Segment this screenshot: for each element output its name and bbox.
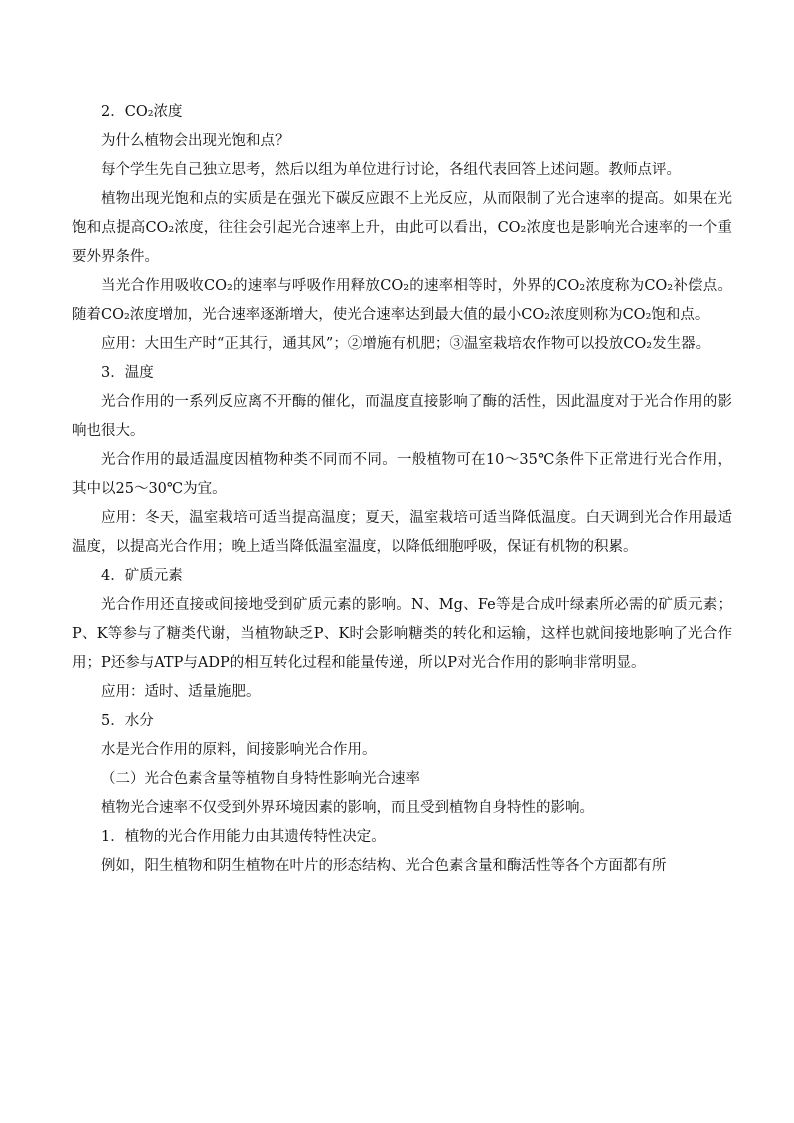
paragraph-internal-factors: 植物光合速率不仅受到外界环境因素的影响，而且受到植物自身特性的影响。: [101, 800, 594, 816]
paragraph-mineral-elements: 光合作用还直接或间接地受到矿质元素的影响。N、Mg、Fe等是合成叶绿素所必需的矿质元素；P、K等参与了糖类代谢，当植物缺乏P、K时会影响糖类的转化和运输，这样也就间接地影响了光合作用；P还参与ATP与ADP的相互转化过程和能量传递，所以P对光合作用的影响非常明显。: [72, 597, 732, 671]
heading-mineral-elements: 4．矿质元素: [101, 568, 183, 584]
paragraph-compensation-point: 当光合作用吸收CO₂的速率与呼吸作用释放CO₂的速率相等时，外界的CO₂浓度称为CO₂补偿点。随着CO₂浓度增加，光合速率逐渐增大，使光合速率达到最大值的最小CO₂浓度则称为CO₂饱和点。: [72, 278, 732, 323]
paragraph-water: 水是光合作用的原料，间接影响光合作用。: [101, 742, 377, 758]
heading-co2-concentration: 2．CO₂浓度: [101, 104, 183, 120]
document-page: [72, 98, 732, 881]
paragraph-temperature-optimum: 光合作用的最适温度因植物种类不同而不同。一般植物可在10～35℃条件下正常进行光合作用，其中以25～30℃为宜。: [72, 452, 732, 497]
paragraph-co2-application: 应用：大田生产时“正其行，通其风”；②增施有机肥；③温室栽培农作物可以投放CO₂发生器。: [101, 336, 711, 352]
heading-water: 5．水分: [101, 713, 154, 729]
heading-genetic-capacity: 1．植物的光合作用能力由其遗传特性决定。: [101, 829, 386, 845]
paragraph-mineral-application: 应用：适时、适量施肥。: [101, 684, 261, 700]
heading-internal-factors: （二）光合色素含量等植物自身特性影响光合速率: [101, 771, 420, 787]
paragraph-temperature-enzyme: 光合作用的一系列反应离不开酶的催化，而温度直接影响了酶的活性，因此温度对于光合作用的影响也很大。: [72, 394, 732, 439]
paragraph-saturation-essence: 植物出现光饱和点的实质是在强光下碳反应跟不上光反应，从而限制了光合速率的提高。如果在光饱和点提高CO₂浓度，往往会引起光合速率上升，由此可以看出，CO₂浓度也是影响光合速率的一个重要外界条件。: [72, 191, 732, 265]
question-saturation-point: 为什么植物会出现光饱和点？: [101, 133, 290, 149]
paragraph-temperature-application: 应用：冬天，温室栽培可适当提高温度；夏天，温室栽培可适当降低温度。白天调到光合作用最适温度，以提高光合作用；晚上适当降低温室温度，以降低细胞呼吸，保证有机物的积累。: [72, 510, 732, 555]
paragraph-discussion: 每个学生先自己独立思考，然后以组为单位进行讨论，各组代表回答上述问题。教师点评。: [101, 162, 681, 178]
heading-temperature: 3．温度: [101, 365, 154, 381]
paragraph-example: 例如，阳生植物和阴生植物在叶片的形态结构、光合色素含量和酶活性等各个方面都有所: [101, 858, 667, 874]
